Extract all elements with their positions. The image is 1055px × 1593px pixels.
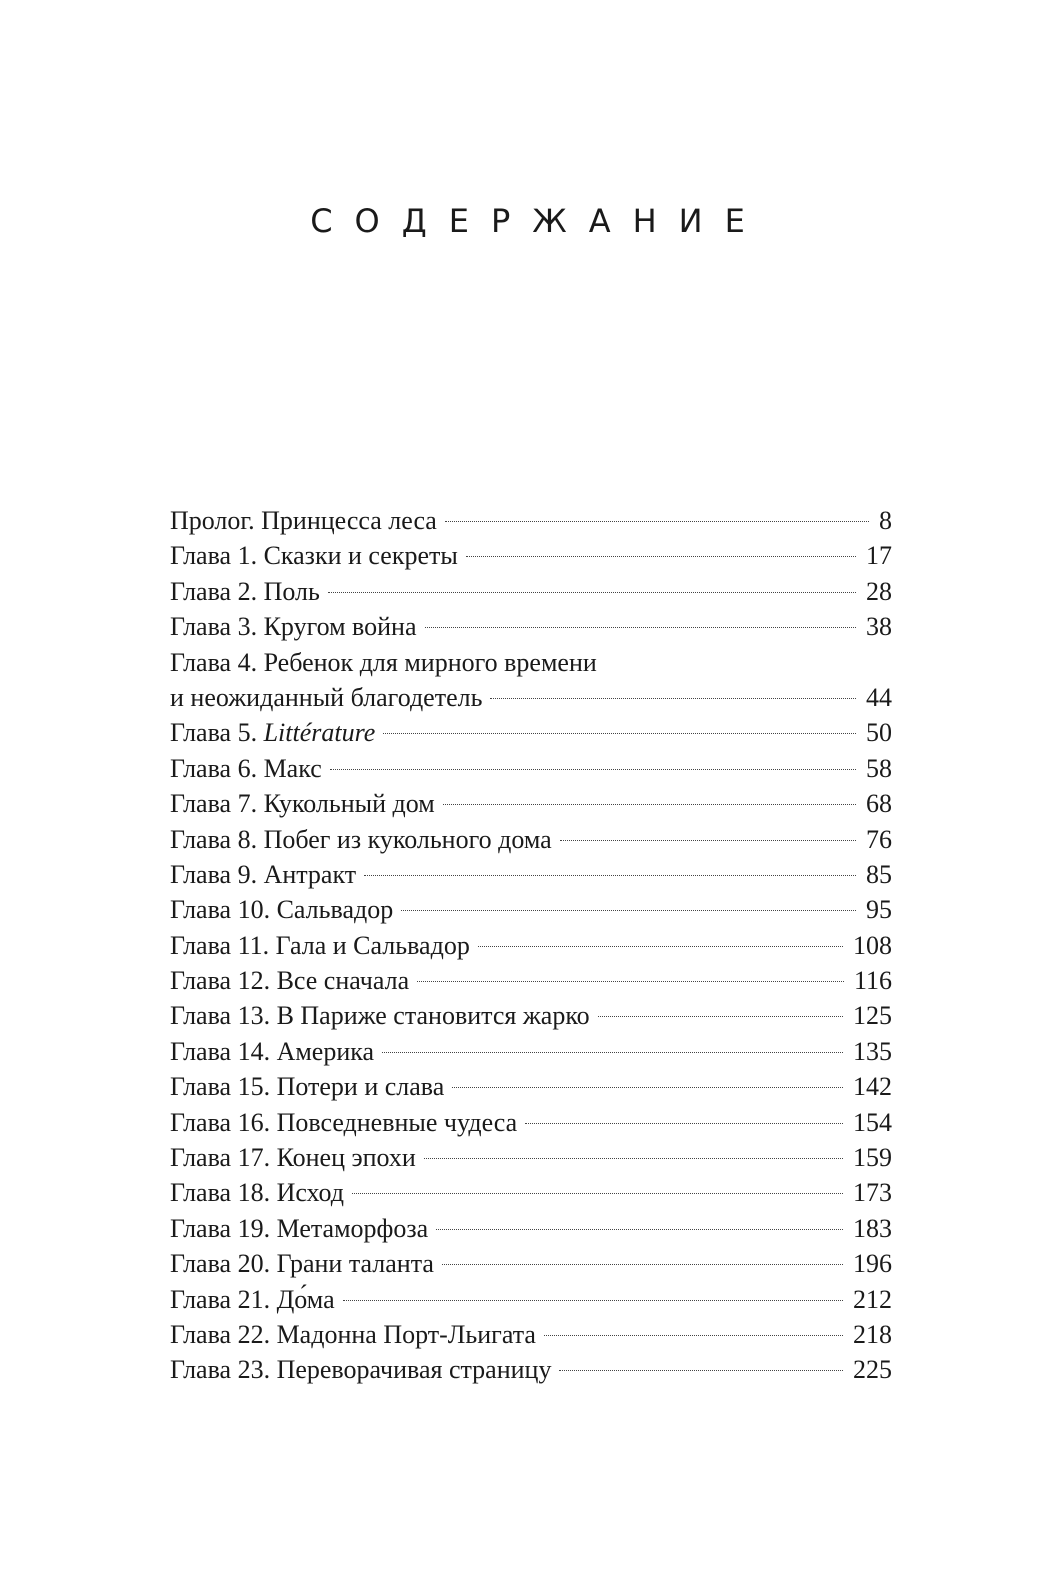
toc-entry-chapter-2[interactable]	[170, 574, 892, 609]
toc-entry-page: 212	[853, 1284, 892, 1314]
toc-entry-page: 44	[866, 682, 892, 712]
toc-entry-chapter-7[interactable]	[170, 786, 892, 821]
dot-leader	[559, 1370, 843, 1371]
dot-leader	[560, 840, 856, 841]
dot-leader	[490, 698, 856, 699]
toc-entry-chapter-16[interactable]	[170, 1105, 892, 1140]
toc-entry-page: 116	[853, 966, 892, 996]
toc-entry-chapter-5[interactable]	[170, 715, 892, 750]
toc-entry-page: 183	[853, 1213, 892, 1243]
toc-entry-label: Глава 12. Все сначала	[170, 966, 410, 996]
toc-entry-label: Глава 10. Сальвадор	[170, 895, 394, 925]
toc-entry-chapter-11[interactable]	[170, 928, 892, 963]
toc-entry-page: 225	[853, 1355, 892, 1385]
toc-entry-label: Глава 6. Макс	[170, 753, 322, 783]
toc-entry-page: 68	[866, 789, 892, 819]
table-of-contents	[170, 503, 892, 1388]
toc-entry-chapter-19[interactable]	[170, 1211, 892, 1246]
dot-leader	[417, 981, 844, 982]
toc-entry-label: Глава 8. Побег из кукольного дома	[170, 824, 552, 854]
toc-entry-label: Глава 16. Повседневные чудеса	[170, 1107, 518, 1137]
toc-entry-label-continued: и неожиданный благодетель	[170, 682, 483, 712]
toc-entry-page: 196	[853, 1249, 892, 1279]
toc-entry-chapter-1[interactable]	[170, 538, 892, 573]
dot-leader	[544, 1335, 843, 1336]
dot-leader	[364, 875, 856, 876]
toc-entry-page: 173	[853, 1178, 892, 1208]
dot-leader	[442, 1264, 843, 1265]
toc-entry-chapter-20[interactable]	[170, 1246, 892, 1281]
toc-entry-page: 58	[866, 753, 892, 783]
dot-leader	[343, 1300, 843, 1301]
toc-entry-label: Глава 17. Конец эпохи	[170, 1143, 416, 1173]
toc-entry-page: 8	[879, 506, 892, 535]
toc-entry-page: 159	[853, 1143, 892, 1173]
dot-leader	[443, 804, 856, 805]
toc-entry-label-italic: Littérature	[263, 718, 376, 748]
toc-entry-chapter-10[interactable]	[170, 892, 892, 927]
toc-entry-label: Пролог. Принцесса леса	[170, 506, 437, 535]
toc-entry-chapter-3[interactable]	[170, 609, 892, 644]
dot-leader	[452, 1087, 843, 1088]
toc-entry-label: Глава 15. Потери и слава	[170, 1072, 445, 1102]
toc-entry-page: 218	[853, 1319, 892, 1349]
dot-leader	[330, 769, 856, 770]
toc-entry-label: Глава 18. Исход	[170, 1178, 345, 1208]
toc-entry-label: Глава 19. Метаморфоза	[170, 1213, 429, 1243]
toc-entry-chapter-12[interactable]	[170, 963, 892, 998]
toc-entry-page: 28	[866, 576, 892, 606]
page-title: СОДЕРЖАНИЕ	[310, 202, 767, 241]
toc-entry-page: 95	[866, 895, 892, 925]
toc-entry-page: 125	[853, 1001, 892, 1031]
toc-entry-page: 50	[866, 718, 892, 748]
toc-entry-page: 142	[853, 1072, 892, 1102]
toc-entry-label-prefix: Глава 5.	[170, 718, 264, 748]
toc-entry-label: Глава 2. Поль	[170, 576, 320, 606]
toc-entry-label: Глава 1. Сказки и секреты	[170, 541, 458, 571]
dot-leader	[382, 1052, 843, 1053]
dot-leader	[436, 1229, 843, 1230]
toc-entry-chapter-15[interactable]	[170, 1069, 892, 1104]
toc-entry-page: 85	[866, 859, 892, 889]
dot-leader	[466, 556, 856, 557]
toc-entry-chapter-21[interactable]	[170, 1282, 892, 1317]
toc-entry-label	[170, 715, 375, 750]
toc-entry-chapter-13[interactable]	[170, 998, 892, 1033]
toc-entry-chapter-22[interactable]	[170, 1317, 892, 1352]
toc-entry-chapter-4[interactable]	[170, 680, 892, 715]
toc-entry-label: Глава 4. Ребенок для мирного времени	[170, 647, 597, 677]
toc-entry-label: Глава 9. Антракт	[170, 859, 357, 889]
toc-entry-label: Глава 21. До́ма	[170, 1284, 335, 1314]
toc-entry-chapter-9[interactable]	[170, 857, 892, 892]
toc-entry-label: Глава 13. В Париже становится жарко	[170, 1001, 590, 1031]
toc-entry-page: 154	[853, 1107, 892, 1137]
toc-entry-chapter-17[interactable]	[170, 1140, 892, 1175]
toc-entry-chapter-4-line-1[interactable]	[170, 645, 892, 680]
toc-entry-page: 38	[866, 612, 892, 642]
toc-entry-label: Глава 23. Переворачивая страницу	[170, 1355, 552, 1385]
dot-leader	[445, 521, 869, 522]
dot-leader	[478, 946, 843, 947]
toc-entry-label: Глава 22. Мадонна Порт-Льигата	[170, 1319, 536, 1349]
toc-entry-page: 76	[866, 824, 892, 854]
toc-entry-page: 108	[853, 930, 892, 960]
toc-entry-chapter-14[interactable]	[170, 1034, 892, 1069]
toc-entry-page: 135	[853, 1036, 892, 1066]
dot-leader	[401, 910, 856, 911]
toc-entry-chapter-6[interactable]	[170, 751, 892, 786]
toc-entry-chapter-8[interactable]	[170, 822, 892, 857]
toc-entry-label: Глава 14. Америка	[170, 1036, 375, 1066]
toc-entry-label: Глава 3. Кругом война	[170, 612, 417, 642]
dot-leader	[328, 592, 856, 593]
dot-leader	[424, 1158, 843, 1159]
dot-leader	[352, 1193, 843, 1194]
dot-leader	[383, 733, 856, 734]
toc-entry-page: 17	[866, 541, 892, 571]
toc-entry-chapter-18[interactable]	[170, 1175, 892, 1210]
dot-leader	[525, 1123, 843, 1124]
toc-entry-label: Глава 7. Кукольный дом	[170, 789, 435, 819]
toc-entry-prologue[interactable]	[170, 503, 892, 538]
toc-entry-label: Глава 20. Грани таланта	[170, 1249, 434, 1279]
dot-leader	[425, 627, 856, 628]
toc-entry-chapter-23[interactable]	[170, 1352, 892, 1387]
toc-entry-label: Глава 11. Гала и Сальвадор	[170, 930, 470, 960]
dot-leader	[598, 1016, 843, 1017]
